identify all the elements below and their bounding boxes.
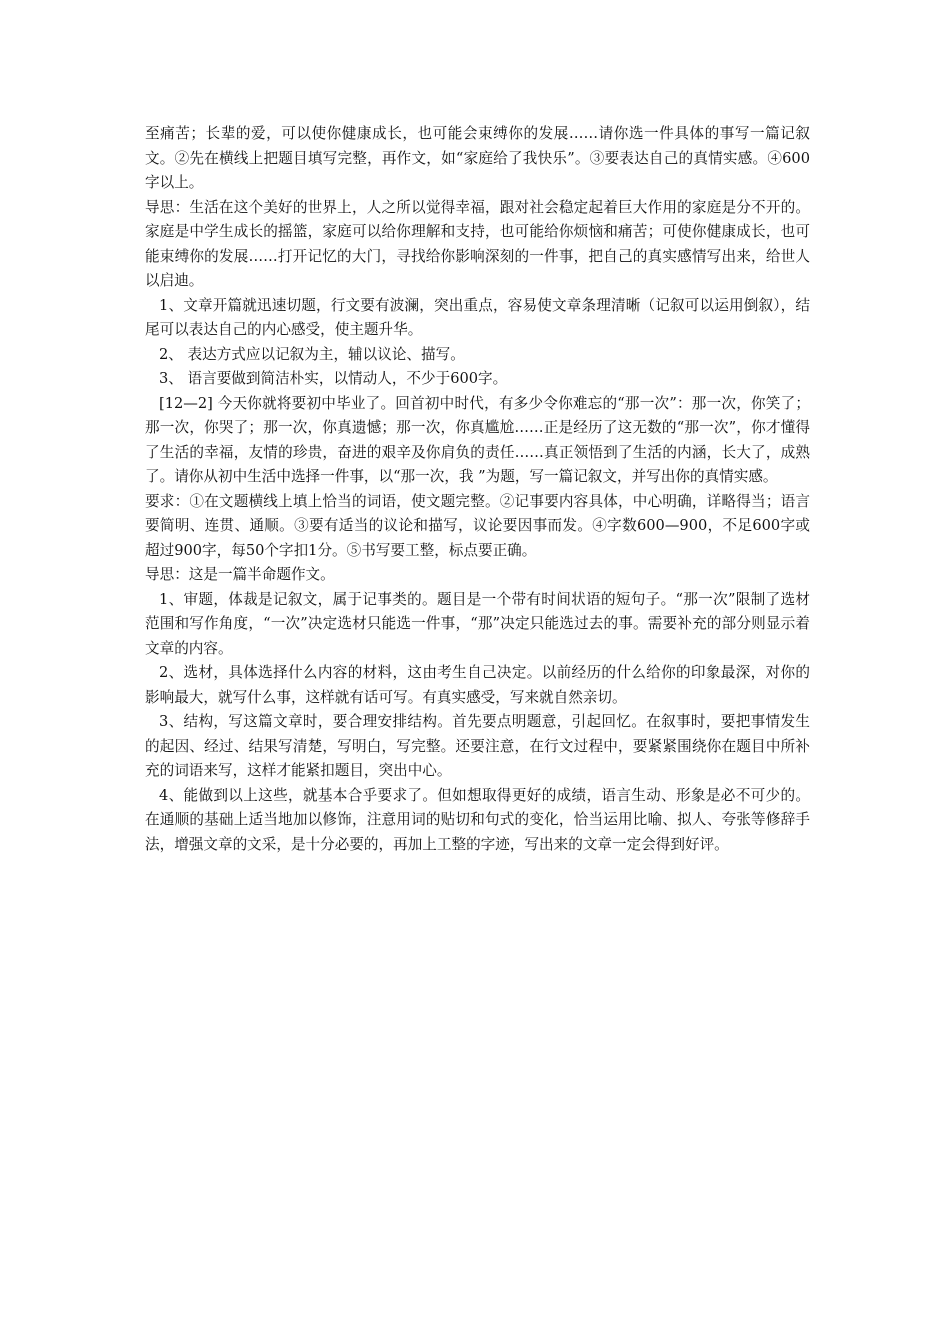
paragraph-prompt-12-2: [12—2] 今天你就将要初中毕业了。回首初中时代，有多少令你难忘的“那一次”：那一次，你笑了；那一次，你哭了；那一次，你真遗憾；那一次，你真尴尬……正是经历了这无数的“那一次”，你才懂得了生活的幸福，友情的珍贵，奋进的艰辛及你肩负的责任……真正领悟到了生活的内涵，长大了，成熟了。请你从初中生活中选择一件事，以“那一次，我 ”为题，写一篇记叙文，并写出你的真情实感。 xyxy=(145,394,810,485)
document-page xyxy=(145,122,810,857)
paragraph-step-structure: 3、结构，写这篇文章时，要合理安排结构。首先要点明题意，引起回忆。在叙事时，要把事情发生的起因、经过、结果写清楚，写明白，写完整。还要注意，在行文过程中，要紧紧围绕你在题目中所补充的词语来写，这样才能紧扣题目，突出中心。 xyxy=(145,713,810,779)
paragraph-requirements-cont: 至痛苦；长辈的爱，可以使你健康成长，也可能会束缚你的发展……请你选一件具体的事写一篇记叙文。②先在横线上把题目填写完整，再作文，如“家庭给了我快乐”。③要表达自己的真情实感。④600字以上。 xyxy=(145,125,810,191)
paragraph-point-2: 2、 表达方式应以记叙为主，辅以议论、描写。 xyxy=(159,345,465,363)
paragraph-step-material: 2、选材，具体选择什么内容的材料，这由考生自己决定。以前经历的什么给你的印象最深，对你的影响最大，就写什么事，这样就有话可写。有真实感受，写来就自然亲切。 xyxy=(145,664,810,706)
paragraph-requirements: 要求：①在文题横线上填上恰当的词语，使文题完整。②记事要内容具体，中心明确，详略得当；语言要简明、连贯、通顺。③要有适当的议论和描写，议论要因事而发。④字数600—900，不足600字或超过900字，每50个字扣1分。⑤书写要工整，标点要正确。 xyxy=(145,492,810,559)
paragraph-step-review: 1、审题，体裁是记叙文，属于记事类的。题目是一个带有时间状语的短句子。“那一次”限制了选材范围和写作角度，“一次”决定选材只能选一件事，“那”决定只能选过去的事。需要补充的部分则显示着文章的内容。 xyxy=(145,590,810,657)
paragraph-point-1: 1、文章开篇就迅速切题，行文要有波澜，突出重点，容易使文章条理清晰（记叙可以运用倒叙），结尾可以表达自己的内心感受，使主题升华。 xyxy=(145,296,810,338)
paragraph-guide-intro: 导思：生活在这个美好的世界上，人之所以觉得幸福，跟对社会稳定起着巨大作用的家庭是分不开的。家庭是中学生成长的摇篮，家庭可以给你理解和支持，也可能给你烦恼和痛苦；可使你健康成长，也可能束缚你的发展……打开记忆的大门，寻找给你影响深刻的一件事，把自己的真实感情写出来，给世人以启迪。 xyxy=(145,198,810,289)
paragraph-step-language: 4、能做到以上这些，就基本合乎要求了。但如想取得更好的成绩，语言生动、形象是必不可少的。在通顺的基础上适当地加以修饰，注意用词的贴切和句式的变化，恰当运用比喻、拟人、夸张等修辞手法，增强文章的文采，是十分必要的，再加上工整的字迹，写出来的文章一定会得到好评。 xyxy=(145,786,810,853)
paragraph-guide-half-title: 导思：这是一篇半命题作文。 xyxy=(145,566,335,583)
paragraph-point-3: 3、 语言要做到简洁朴实，以情动人，不少于600字。 xyxy=(159,370,508,387)
